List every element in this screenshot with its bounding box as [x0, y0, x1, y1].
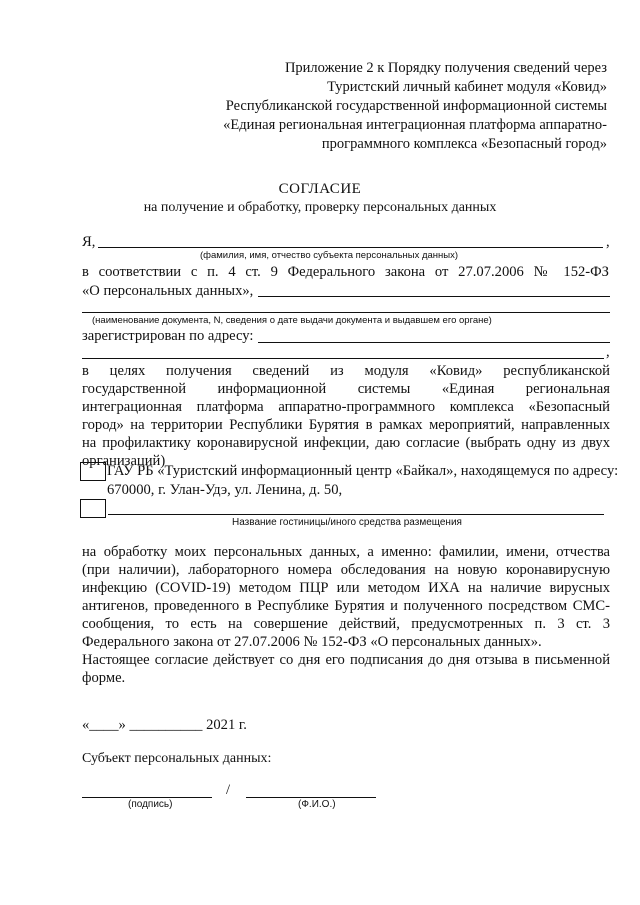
document-header — [187, 59, 607, 154]
header-line: Республиканской государственной информационной системы — [225, 98, 607, 114]
signature-input-line[interactable] — [82, 797, 212, 798]
law-reference-line-2: «О персональных данных», — [82, 283, 254, 299]
document-input-line[interactable] — [258, 296, 610, 297]
hotel-name-input-line[interactable] — [108, 514, 604, 515]
header-line: Туристский личный кабинет модуля «Ковид» — [327, 79, 607, 95]
address-input-line-2[interactable] — [82, 358, 604, 359]
fio-caption: (фамилия, имя, отчество субъекта персональных данных) — [200, 250, 459, 261]
subject-label: Субъект персональных данных: — [82, 751, 272, 766]
address-suffix: , — [606, 344, 610, 360]
purpose-line: организаций) — [82, 453, 166, 469]
document-subtitle: на получение и обработку, проверку персональных данных — [143, 200, 497, 215]
purpose-line: интеграционная платформа аппаратно-программного комплекса «Безопасный — [82, 399, 610, 415]
option-1-checkbox[interactable] — [80, 462, 106, 481]
processing-line: инфекцию (COVID-19) методом ПЦР или методом ИХА на наличие вирусных — [82, 580, 610, 596]
date-day-blank[interactable]: ____ — [89, 717, 119, 733]
processing-line: (при наличии), лабораторного номера обследования на новую коронавирусную — [82, 562, 610, 578]
fio-prefix: Я, — [82, 234, 96, 250]
processing-line: антигенов, проведенного в Республике Бурятия и полученного посредством СМС- — [82, 598, 610, 614]
fio-suffix: , — [606, 234, 610, 250]
header-line: Приложение 2 к Порядку получения сведений через — [284, 60, 607, 76]
processing-paragraph — [82, 543, 610, 687]
purpose-paragraph — [82, 362, 610, 470]
purpose-line: государственной информационной системы «Единая региональная — [82, 381, 610, 397]
fio-signature-input-line[interactable] — [246, 797, 376, 798]
address-label: зарегистрирован по адресу: — [82, 328, 254, 344]
date-month-blank[interactable]: __________ — [129, 717, 203, 733]
purpose-line: на профилактику коронавирусной инфекции, даю согласие (выбрать одну из двух — [82, 435, 610, 451]
option-1-address: 670000, г. Улан-Удэ, ул. Ленина, д. 50, — [107, 482, 343, 498]
address-input-line[interactable] — [258, 342, 610, 343]
processing-line: на обработку моих персональных данных, а именно: фамилии, имени, отчества — [82, 544, 610, 560]
fio-input-line[interactable] — [98, 247, 603, 248]
date-open-quote: « — [82, 717, 90, 733]
validity-line: форме. — [82, 670, 126, 686]
date-close-quote: » — [118, 717, 126, 733]
document-input-line-2[interactable] — [82, 312, 610, 313]
document-caption: (наименование документа, N, сведения о дате выдачи документа и выдавшем его органе) — [92, 315, 492, 326]
option-1-label: ГАУ РБ «Туристский информационный центр «Байкал», находящемуся по адресу: — [107, 463, 619, 479]
header-line: программного комплекса «Безопасный город» — [321, 136, 607, 152]
hotel-name-caption: Название гостиницы/иного средства размещения — [232, 517, 462, 528]
document-title: СОГЛАСИЕ — [278, 181, 362, 197]
header-line: «Единая региональная интеграционная платформа аппаратно- — [223, 117, 607, 133]
purpose-line: город» на территории Республики Бурятия в рамках мероприятий, направленных — [82, 417, 610, 433]
date-line — [82, 716, 247, 734]
validity-line: Настоящее согласие действует со дня его подписания до дня отзыва в письменной — [82, 652, 610, 668]
signature-separator: / — [226, 782, 231, 798]
law-reference-line: в соответствии с п. 4 ст. 9 Федерального закона от 27.07.2006 № 152-ФЗ — [82, 264, 609, 280]
option-2-checkbox[interactable] — [80, 499, 106, 518]
date-year: 2021 г. — [206, 717, 247, 733]
fio-signature-caption: (Ф.И.О.) — [298, 799, 336, 810]
purpose-line: в целях получения сведений из модуля «Ковид» республиканской — [82, 363, 610, 379]
signature-caption: (подпись) — [128, 799, 173, 810]
processing-line: Федерального закона от 27.07.2006 № 152-ФЗ «О персональных данных». — [82, 634, 542, 650]
processing-line: сообщения, то есть на совершение действий, предусмотренных п. 3 ст. 3 — [82, 616, 610, 632]
